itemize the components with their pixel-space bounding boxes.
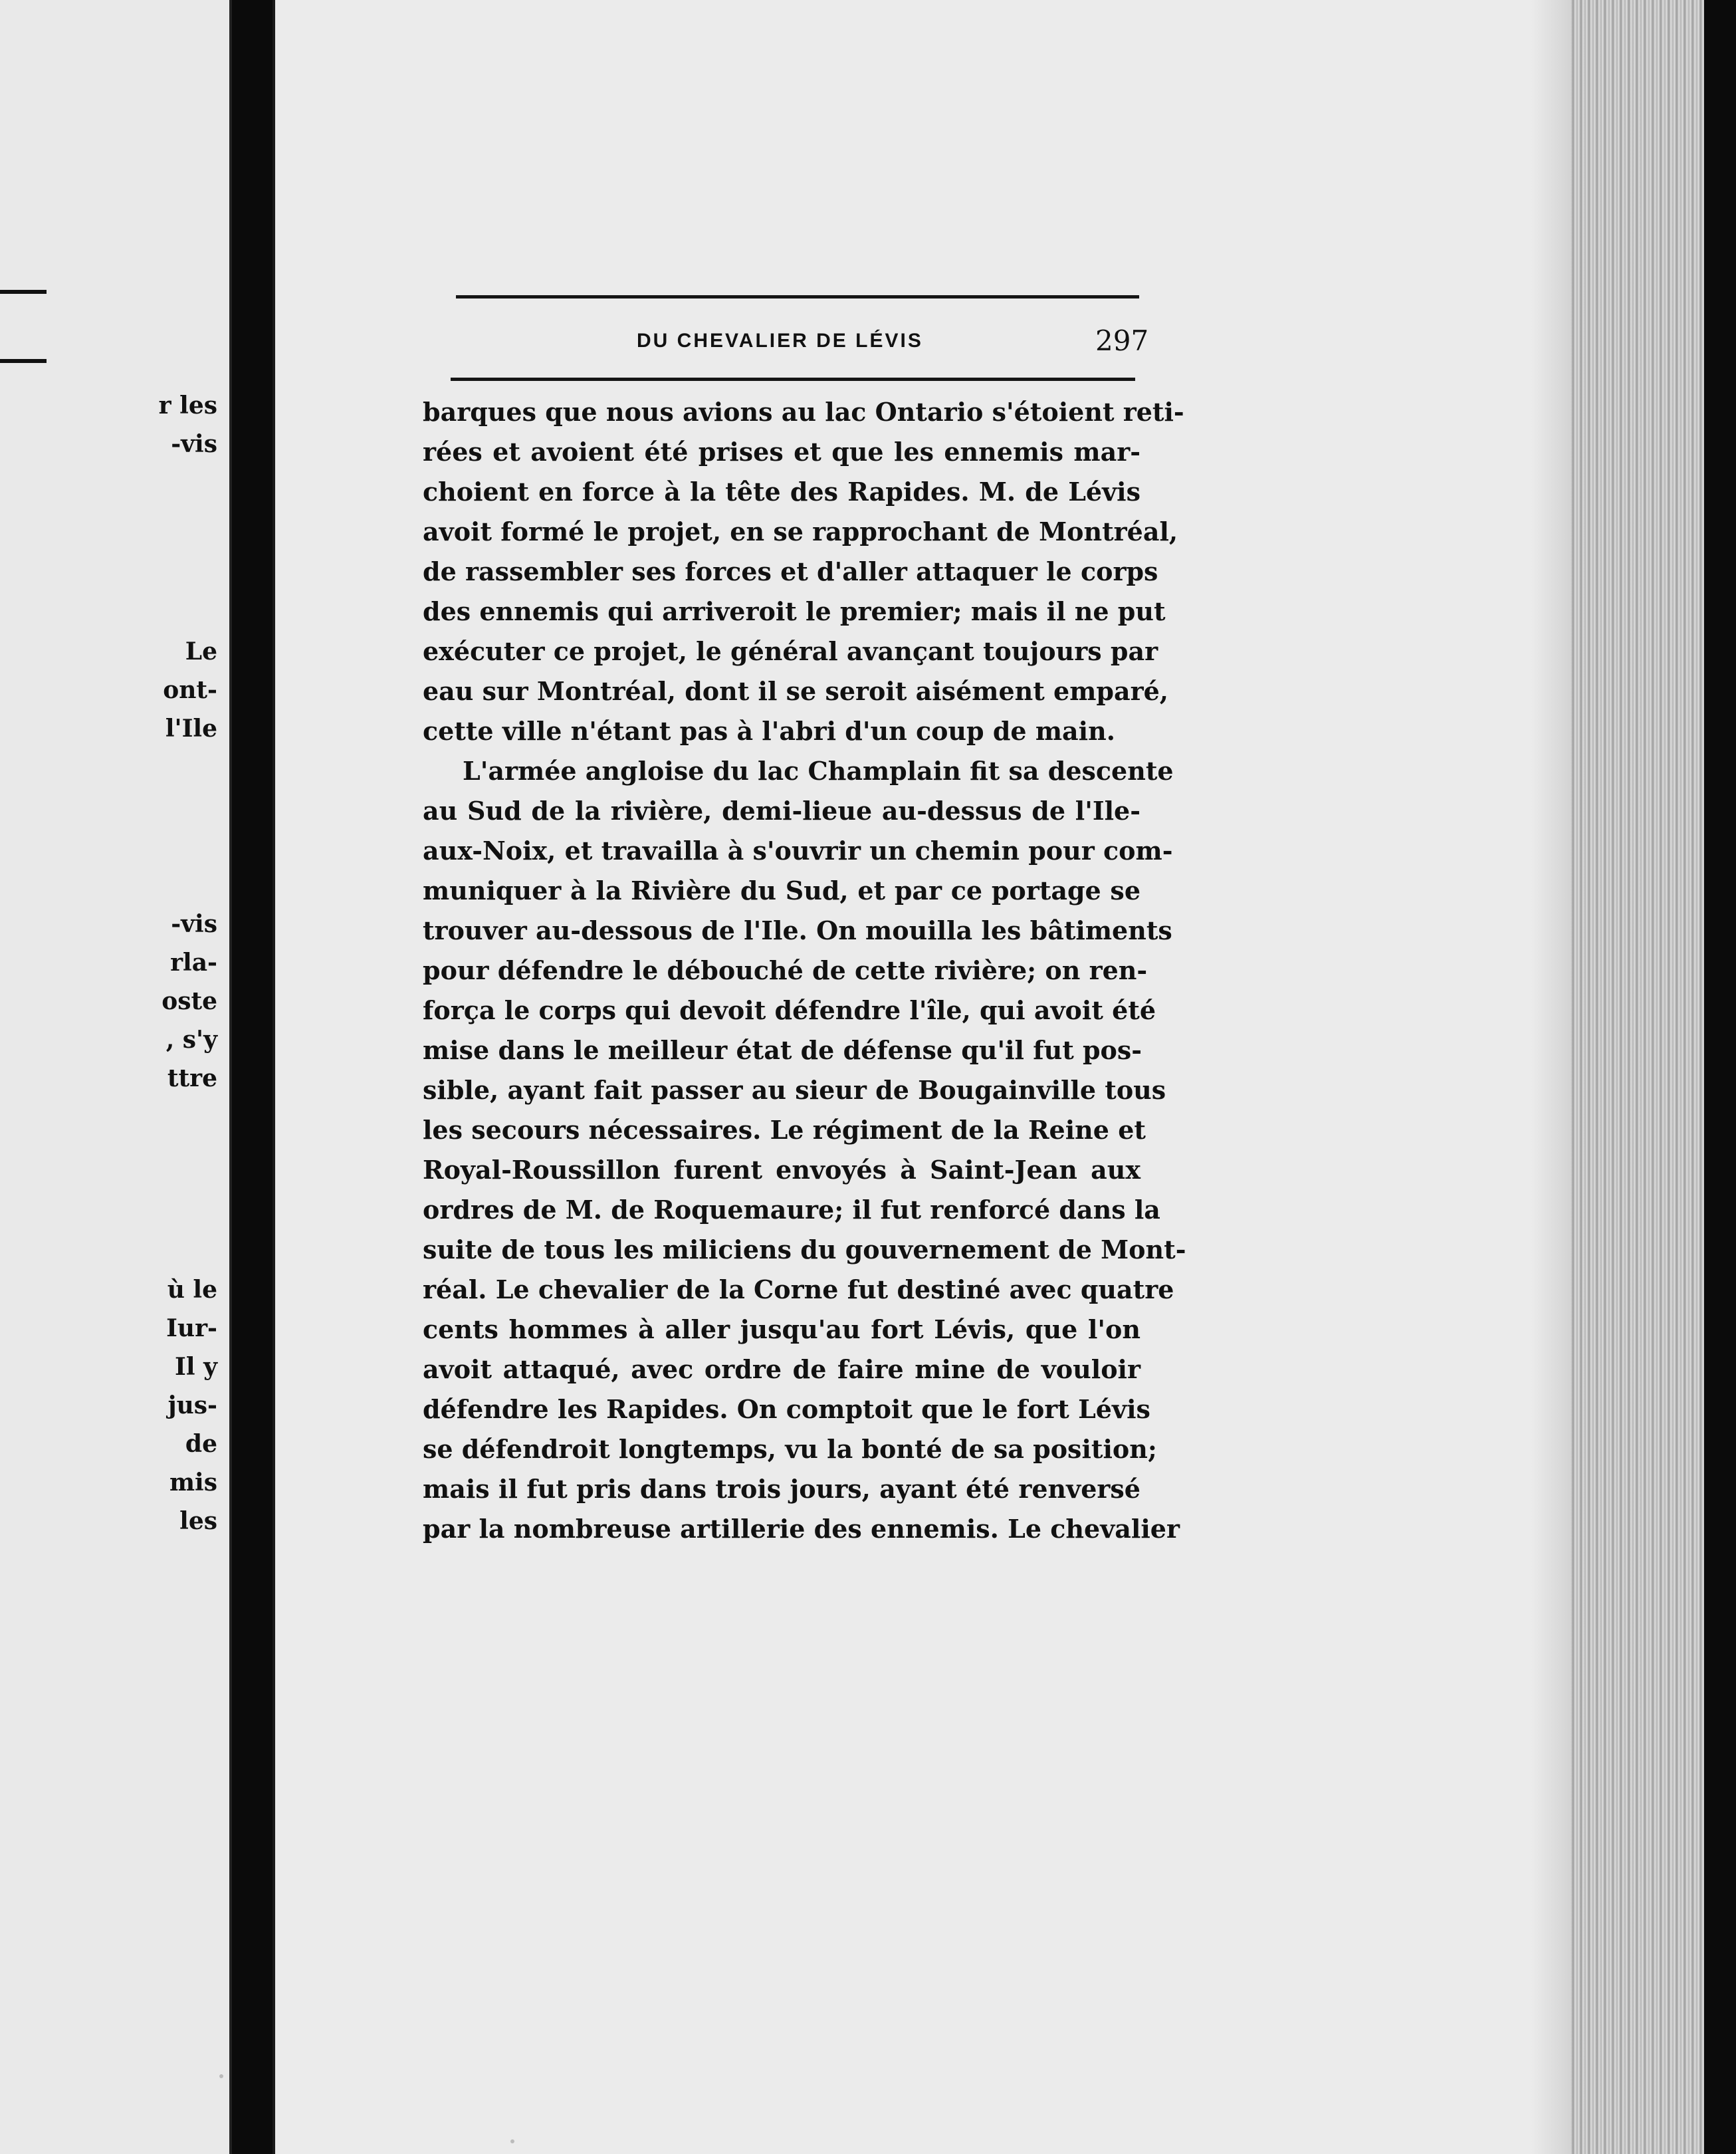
text-line: força le corps qui devoit défendre l'île, qui avoit été — [423, 995, 1156, 1025]
left-fragment-text: l'Ile — [165, 715, 217, 743]
header-rule-bottom — [451, 378, 1135, 381]
left-page-rule-top — [0, 290, 47, 294]
scan-speck — [510, 2139, 514, 2143]
text-line: sible, ayant fait passer au sieur de Bougainville tous — [423, 1075, 1166, 1105]
left-fragment-text: jus- — [167, 1391, 217, 1419]
text-line: réal. Le chevalier de la Corne fut destiné avec quatre — [423, 1274, 1174, 1304]
running-head: DU CHEVALIER DE LÉVIS — [637, 330, 923, 352]
left-fragment-text: mis — [169, 1469, 217, 1496]
left-fragment-text: r les — [158, 392, 217, 419]
left-fragment-text: ttre — [167, 1064, 217, 1092]
text-line: trouver au-dessous de l'Ile. On mouilla les bâtiments — [423, 915, 1172, 945]
left-page-rule-bottom — [0, 359, 47, 363]
text-line: eau sur Montréal, dont il se seroit aisément emparé, — [423, 676, 1169, 706]
text-line: suite de tous les miliciens du gouvernement de Mont- — [423, 1235, 1186, 1264]
text-line: les secours nécessaires. Le régiment de la Reine et — [423, 1115, 1146, 1145]
text-line: défendre les Rapides. On comptoit que le fort Lévis — [423, 1394, 1150, 1424]
left-fragment-text: -vis — [171, 910, 217, 938]
text-line: choient en force à la tête des Rapides. M. de Lévis — [423, 477, 1140, 507]
left-page-fragment — [0, 0, 232, 2154]
left-fragment-text: Il y — [175, 1353, 217, 1381]
left-fragment-text: Iur- — [166, 1314, 217, 1342]
left-fragment-text: ont- — [163, 676, 217, 704]
text-line: se défendroit longtemps, vu la bonté de sa position; — [423, 1434, 1157, 1464]
text-line: de rassembler ses forces et d'aller attaquer le corps — [423, 556, 1158, 586]
text-line: barques que nous avions au lac Ontario s'étoient reti- — [423, 397, 1184, 427]
text-line: mise dans le meilleur état de défense qu'il fut pos- — [423, 1035, 1142, 1065]
text-line: exécuter ce projet, le général avançant toujours par — [423, 636, 1158, 666]
left-fragment-text: oste — [162, 987, 217, 1015]
header-rule-top — [456, 295, 1139, 299]
text-line: Royal-Roussillon furent envoyés à Saint-Jean aux — [423, 1155, 1140, 1185]
text-line: avoit attaqué, avec ordre de faire mine de vouloir — [423, 1354, 1140, 1384]
left-fragment-text: de — [185, 1430, 217, 1458]
left-fragment-text: les — [179, 1507, 217, 1535]
text-line: au Sud de la rivière, demi-lieue au-dessus de l'Ile- — [423, 796, 1140, 826]
left-fragment-text: -vis — [171, 430, 217, 458]
left-fragment-text: Le — [185, 638, 217, 665]
left-fragment-text: rla- — [170, 949, 217, 977]
text-line: avoit formé le projet, en se rapprochant de Montréal, — [423, 517, 1178, 546]
body-text — [423, 392, 1186, 1549]
text-line: par la nombreuse artillerie des ennemis. Le chevalier — [423, 1514, 1180, 1544]
left-fragment-text: ù le — [167, 1276, 217, 1304]
text-line: des ennemis qui arriveroit le premier; mais il ne put — [423, 596, 1166, 626]
text-line: muniquer à la Rivière du Sud, et par ce portage se — [423, 876, 1140, 905]
text-line: aux-Noix, et travailla à s'ouvrir un chemin pour com- — [423, 836, 1173, 866]
text-line: cents hommes à aller jusqu'au fort Lévis, que l'on — [423, 1314, 1140, 1344]
text-line: ordres de M. de Roquemaure; il fut renforcé dans la — [423, 1195, 1160, 1225]
text-line: pour défendre le débouché de cette rivière; on ren- — [423, 955, 1148, 985]
text-line: L'armée angloise du lac Champlain fit sa descente — [463, 756, 1174, 786]
stacked-page-edges — [1571, 0, 1704, 2154]
text-line: rées et avoient été prises et que les ennemis mar- — [423, 437, 1140, 467]
scan-speck — [219, 2074, 223, 2078]
page-gutter-shadow — [1531, 0, 1571, 2154]
text-line: cette ville n'étant pas à l'abri d'un coup de main. — [423, 716, 1115, 746]
text-line: mais il fut pris dans trois jours, ayant été renversé — [423, 1474, 1140, 1504]
left-fragment-text: , s'y — [165, 1026, 217, 1054]
page-number: 297 — [1095, 324, 1149, 357]
